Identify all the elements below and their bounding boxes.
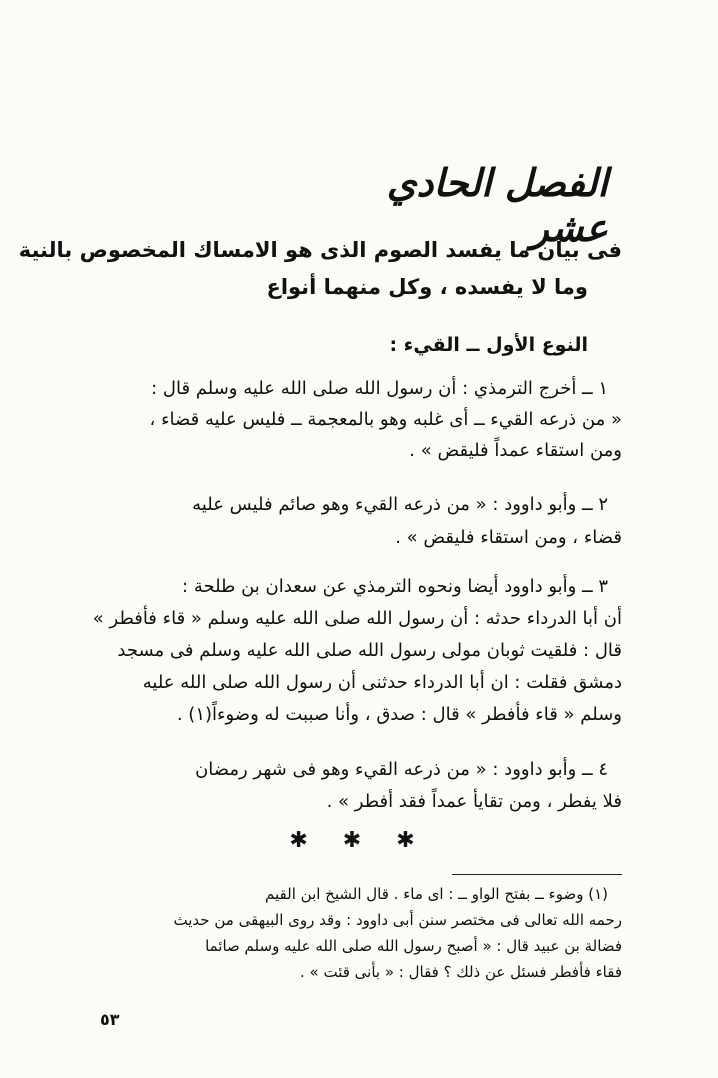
- paragraph-4-line-2: فلا يفطر ، ومن تقايأ عمداً فقد أفطر » .: [326, 791, 622, 812]
- footnote-line-4: فقاء فأفطر فسئل عن ذلك ؟ فقال : « بأنى قئت » .: [299, 963, 622, 981]
- chapter-heading-line-1: فى بيان ما يفسد الصوم الذى هو الامساك المخصوص بالنية: [18, 238, 622, 262]
- footnote-rule: [452, 874, 622, 875]
- page-number: ٥٣: [100, 1010, 120, 1029]
- paragraph-2-line-2: قضاء ، ومن استقاء فليقض » .: [395, 527, 622, 548]
- footnote-line-2: رحمه الله تعالى فى مختصر سنن أبى داوود : وقد روى البيهقى من حديث: [173, 911, 622, 929]
- chapter-title: الفصل الحادي عشر: [386, 160, 608, 250]
- section-separator: ✱ ✱ ✱: [289, 828, 429, 853]
- footnote-line-3: فضالة بن عبيد قال : « أصبح رسول الله صلى الله عليه وسلم صائما: [205, 937, 622, 955]
- section-title: النوع الأول ــ القيء :: [389, 334, 588, 356]
- chapter-heading-line-2: وما لا يفسده ، وكل منهما أنواع: [266, 275, 588, 299]
- paragraph-1-line-1: ١ ــ أخرج الترمذي : أن رسول الله صلى الله عليه وسلم قال :: [151, 378, 608, 399]
- paragraph-3-line-4: دمشق فقلت : ان أبا الدرداء حدثنى أن رسول الله صلى الله عليه: [142, 672, 622, 693]
- paragraph-3-line-3: قال : فلقيت ثوبان مولى رسول الله صلى الله عليه وسلم فى مسجد: [117, 640, 622, 661]
- paragraph-2-line-1: ٢ ــ وأبو داوود : « من ذرعه القيء وهو صائم فليس عليه: [192, 494, 608, 515]
- paragraph-1-line-2: « من ذرعه القيء ــ أى غلبه وهو بالمعجمة ــ فليس عليه قضاء ،: [149, 409, 622, 430]
- paragraph-3-line-2: أن أبا الدرداء حدثه : أن رسول الله صلى الله عليه وسلم « قاء فأفطر »: [92, 608, 622, 629]
- paragraph-4-line-1: ٤ ــ وأبو داوود : « من ذرعه القيء وهو فى شهر رمضان: [195, 759, 608, 780]
- paragraph-3-line-1: ٣ ــ وأبو داوود أيضا ونحوه الترمذي عن سعدان بن طلحة :: [182, 576, 608, 597]
- paragraph-1-line-3: ومن استقاء عمداً فليقض » .: [409, 440, 622, 461]
- paragraph-3-line-5: وسلم « قاء فأفطر » قال : صدق ، وأنا صببت له وضوءاً(١) .: [176, 704, 622, 725]
- footnote-line-1: (١) وضوء ــ بفتح الواو ــ : اى ماء . قال الشيخ ابن القيم: [265, 885, 608, 903]
